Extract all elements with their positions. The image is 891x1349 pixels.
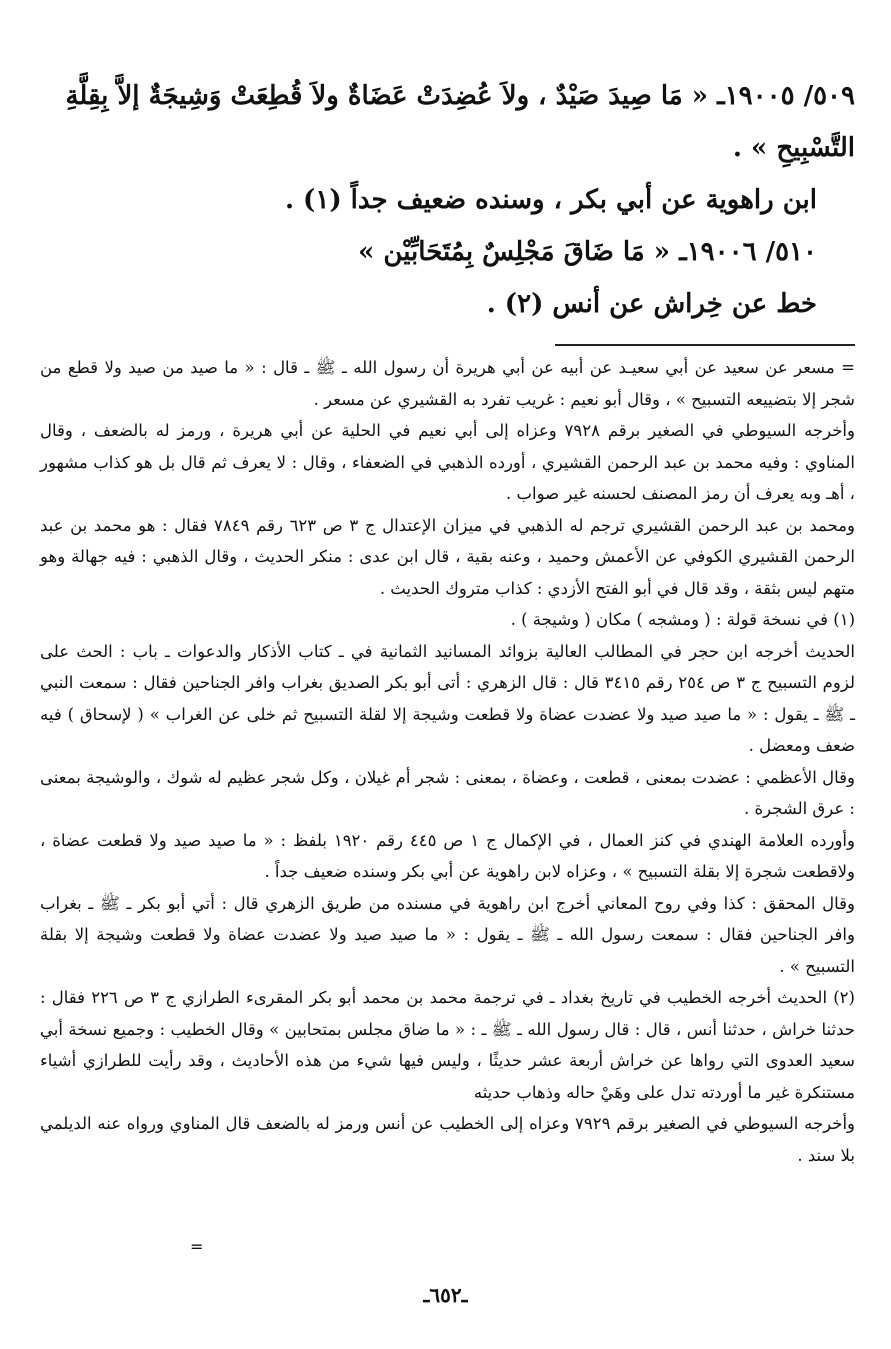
footnote-divider-wrap: [40, 330, 855, 352]
source-509: ابن راهوية عن أبي بكر ، وسنده ضعيف جداً (١) .: [284, 185, 817, 215]
hadith-509-line-1: ٥٠٩/ ١٩٠٠٥ـ « مَا صِيدَ صَيْدٌ ، ولاَ عُضِدَتْ عَضَاةٌ ولاَ قُطِعَتْ وَشِيجَةٌ إلاَّ بِقِلَّةِ: [65, 81, 855, 111]
footnote-1-para-3: وأورده العلامة الهندي في كنز العمال ، في الإكمال ج ١ ص ٤٤٥ رقم ١٩٢٠ بلفظ : « ما صيد صيد ولا قطعت عضاة ، ولاقطعت شجرة إلا بقلة التسبيح » ، وعزاه لابن راهوية عن أبي بكر وسنده ضعيف جداً .: [40, 830, 855, 881]
footnote-divider: [555, 344, 855, 346]
page-content: [40, 70, 855, 1171]
footnotes: [40, 352, 855, 1171]
footnote-continuation-2: وأخرجه السيوطي في الصغير برقم ٧٩٢٨ وعزاه إلى أبي نعيم في الحلية عن أبي هريرة ، ورمز له بالضعف ، وقال المناوي : وفيه محمد بن عبد الرحمن القشيري ، أورده الذهبي في الضعفاء ، وقال : لا يعرف ثم قال بل هو كذاب مشهور ، أهـ وبه يعرف أن رمز المصنف لحسنه غير صواب .: [40, 421, 855, 503]
footnote-1-intro: (١) في نسخة قولة : ( ومشجه ) مكان ( وشيجة ) .: [510, 610, 855, 629]
hadith-509-line-2: التَّسْبِيحِ » .: [732, 133, 855, 163]
continuation-mark: =: [190, 1237, 204, 1256]
hadith-510: ٥١٠/ ١٩٠٠٦ـ « مَا ضَاقَ مَجْلِسٌ بِمُتَحَابِّيْن »: [358, 237, 817, 267]
footnote-continuation-3: ومحمد بن عبد الرحمن القشيري ترجم له الذهبي في ميزان الإعتدال ج ٣ ص ٦٢٣ رقم ٧٨٤٩ فقال : هو محمد بن عبد الرحمن القشيري الكوفي عن الأعمش وحميد ، وعنه بقية ، قال ابن عدى : منكر الحديث ، وقال الذهبي : فيه جهالة وهو متهم ليس بثقة ، وقد قال في أبو الفتح الأزدي : كذاب متروك الحديث .: [40, 515, 855, 598]
page-number: ـ٦٥٢ـ: [423, 1283, 468, 1307]
footnote-continuation-1: = مسعر عن سعيد عن أبي سعيـد عن أبيه عن أبي هريرة أن رسول الله ـ ﷺ ـ قال : « ما صيد من صيد ولا قطع من شجر إلا بتضييعه التسبيح » ، وقال أبو نعيم : غريب تفرد به القشيري عن مسعر .: [40, 358, 855, 409]
footnote-1-para-2: وقال الأعظمي : عضدت بمعنى ، قطعت ، وعضاة ، بمعنى : شجر أم غيلان ، وكل شجر عظيم له شوك ، والوشيجة بمعنى : عرق الشجرة .: [40, 767, 855, 818]
source-510: خط عن خِراش عن أنس (٢) .: [486, 289, 817, 319]
footnote-1-para-4: وقال المحقق : كذا وفي روح المعاني أخرج ابن راهوية في مسنده من طريق الزهري قال : أتي أبو بكر ـ ﷺ ـ بغراب وافر الجناحين فقال : سمعت رسول الله ـ ﷺ ـ يقول : « ما صيد صيد ولا عضدت عضاة ولا قطعت وشيجة إلا بقلة التسبيح » .: [40, 893, 855, 976]
footnote-2-para-2: وأخرجه السيوطي في الصغير برقم ٧٩٢٩ وعزاه إلى الخطيب عن أنس ورمز له بالضعف قال المناوي ورواه عنه الديلمي بلا سند .: [40, 1114, 856, 1165]
footnote-1-para-1: الحديث أخرجه ابن حجر في المطالب العالية بزوائد المسانيد الثمانية في ـ كتاب الأذكار والدعوات ـ باب : الحث على لزوم التسبيح ج ٣ ص ٢٥٤ رقم ٣٤١٥ قال : قال الزهري : أتى أبو بكر الصديق بغراب وافر الجناحين فقال : سمعت النبي ـ ﷺ ـ يقول : « ما صيد صيد ولا عضدت عضاة ولا قطعت وشيجة إلا لقلة التسبيح ثم خلى عن الغراب » ( لإسحاق ) فيه ضعف ومعضل .: [40, 641, 855, 755]
footnote-2-para-1: (٢) الحديث أخرجه الخطيب في تاريخ بغداد ـ في ترجمة محمد بن محمد أبو بكر المقرىء الطرازي ج ٣ ص ٢٢٦ فقال : حدثنا خراش ، حدثنا أنس ، قال : قال رسول الله ـ ﷺ ـ : « ما ضاق مجلس بمتحابين » وقال الخطيب : وجميع نسخة أبي سعيد العدوى التي رواها عن خراش أربعة عشر حديثًا ، وليس فيها شيء من هذه الأحاديث ، وقد رأيت للطرازي أشياء مستنكرة غير ما أوردته تدل على وهَيْ حاله وذهاب حديثه: [40, 988, 855, 1102]
